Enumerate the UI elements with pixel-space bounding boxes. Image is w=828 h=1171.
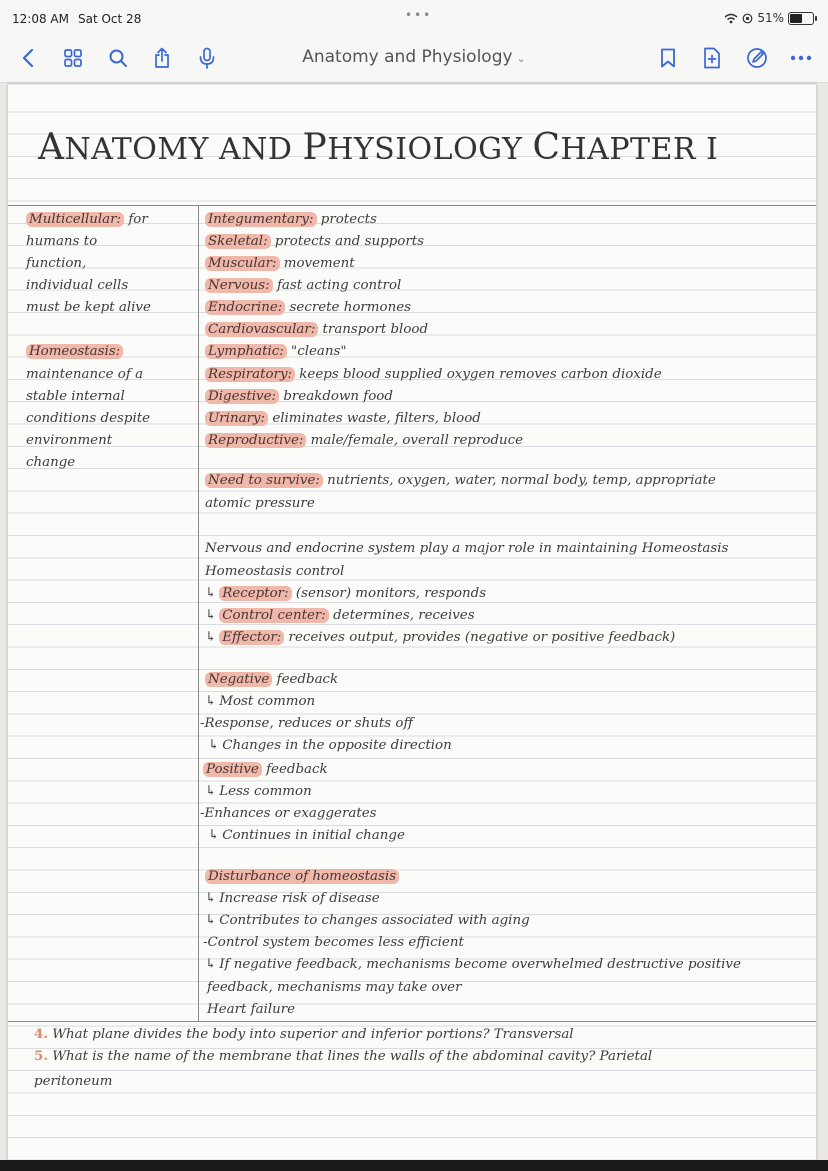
- note-line: stable internal: [26, 389, 125, 404]
- negative-feedback-heading: Negative feedback: [205, 672, 338, 688]
- microphone-icon[interactable]: [193, 44, 221, 72]
- positive-feedback-line: ↳ Continues in initial change: [208, 828, 405, 843]
- note-line: environment: [26, 433, 113, 448]
- search-icon[interactable]: [104, 44, 132, 72]
- share-icon[interactable]: [148, 44, 176, 72]
- homeostasis-control: Homeostasis control: [205, 564, 345, 579]
- positive-feedback-line: -Enhances or exaggerates: [200, 806, 377, 821]
- note-line: maintenance of a: [26, 367, 144, 382]
- add-page-icon[interactable]: [698, 44, 726, 72]
- multitasking-handle[interactable]: •••: [405, 8, 433, 22]
- disturbance-line: ↳ If negative feedback, mechanisms become overwhelmed destructive positive: [205, 957, 741, 972]
- system-endocrine: Endocrine: secrete hormones: [205, 300, 411, 316]
- disturbance-line: ↳ Increase risk of disease: [205, 891, 380, 906]
- note-line: function,: [26, 256, 87, 271]
- grid-icon[interactable]: [59, 44, 87, 72]
- back-icon[interactable]: [14, 44, 42, 72]
- battery-icon: [788, 12, 814, 25]
- disturbance-line: feedback, mechanisms may take over: [207, 980, 462, 995]
- note-line: individual cells: [26, 278, 129, 293]
- receptor-line: ↳ Receptor: (sensor) monitors, responds: [205, 586, 487, 601]
- system-reproductive: Reproductive: male/female, overall reproduce: [205, 433, 523, 449]
- status-date: Sat Oct 28: [78, 12, 142, 26]
- note-line: conditions despite: [26, 411, 151, 426]
- disturbance-line: Heart failure: [207, 1002, 296, 1017]
- system-urinary: Urinary: eliminates waste, filters, blood: [205, 411, 481, 427]
- note-line: humans to: [26, 234, 98, 249]
- note-line: must be kept alive: [26, 300, 151, 315]
- bookmark-icon[interactable]: [654, 44, 682, 72]
- chevron-down-icon: ⌄: [516, 52, 526, 65]
- more-icon[interactable]: [787, 44, 815, 72]
- effector-line: ↳ Effector: receives output, provides (negative or positive feedback): [205, 630, 676, 645]
- status-bar: [0, 0, 828, 34]
- title-dropdown[interactable]: [302, 47, 526, 67]
- question-5: 5. What is the name of the membrane that lines the walls of the abdominal cavity? Parietal: [34, 1048, 653, 1064]
- note-line: change: [26, 455, 76, 470]
- disturbance-line: -Control system becomes less efficient: [203, 935, 464, 950]
- status-indicators: [724, 11, 814, 25]
- note-homeostasis: Homeostasis:: [26, 344, 123, 360]
- system-skeletal: Skeletal: protects and supports: [205, 234, 424, 250]
- header-divider: [8, 205, 816, 206]
- wifi-icon: [724, 13, 738, 24]
- system-nervous: Nervous: fast acting control: [205, 278, 401, 294]
- notebook-page[interactable]: [8, 84, 816, 1160]
- toolbar: [0, 34, 828, 83]
- page-title: ANATOMY AND PHYSIOLOGY CHAPTER I: [38, 127, 719, 168]
- need-to-survive-cont: atomic pressure: [205, 496, 315, 511]
- footer-divider: [8, 1021, 816, 1022]
- need-to-survive: Need to survive: nutrients, oxygen, water, normal body, temp, appropriate: [205, 473, 716, 489]
- pen-icon[interactable]: [743, 44, 771, 72]
- status-time: 12:08 AM: [12, 12, 69, 26]
- system-muscular: Muscular: movement: [205, 256, 355, 272]
- homeostasis-intro: Nervous and endocrine system play a major role in maintaining Homeostasis: [205, 541, 729, 556]
- system-integumentary: Integumentary: protects: [205, 212, 377, 228]
- negative-feedback-line: ↳ Most common: [205, 694, 316, 709]
- system-cardiovascular: Cardiovascular: transport blood: [205, 322, 428, 338]
- question-4: 4. What plane divides the body into superior and inferior portions? Transversal: [34, 1026, 574, 1042]
- location-icon: [742, 13, 753, 24]
- positive-feedback-heading: Positive feedback: [203, 762, 328, 778]
- disturbance-line: ↳ Contributes to changes associated with aging: [205, 913, 530, 928]
- question-5-cont: peritoneum: [34, 1074, 113, 1089]
- control-center-line: ↳ Control center: determines, receives: [205, 608, 475, 623]
- negative-feedback-line: -Response, reduces or shuts off: [200, 716, 413, 731]
- negative-feedback-line: ↳ Changes in the opposite direction: [208, 738, 452, 753]
- system-respiratory: Respiratory: keeps blood supplied oxygen removes carbon dioxide: [205, 367, 662, 383]
- title-text: Anatomy and Physiology: [302, 47, 513, 67]
- system-lymphatic: Lymphatic: "cleans": [205, 344, 347, 360]
- positive-feedback-line: ↳ Less common: [205, 784, 312, 799]
- note-multicellular: Multicellular: for: [26, 212, 148, 228]
- system-digestive: Digestive: breakdown food: [205, 389, 393, 405]
- battery-percent: 51%: [757, 11, 784, 25]
- column-divider: [198, 205, 199, 1021]
- disturbance-heading: Disturbance of homeostasis: [205, 869, 399, 885]
- screen-bottom-edge: [0, 1160, 828, 1171]
